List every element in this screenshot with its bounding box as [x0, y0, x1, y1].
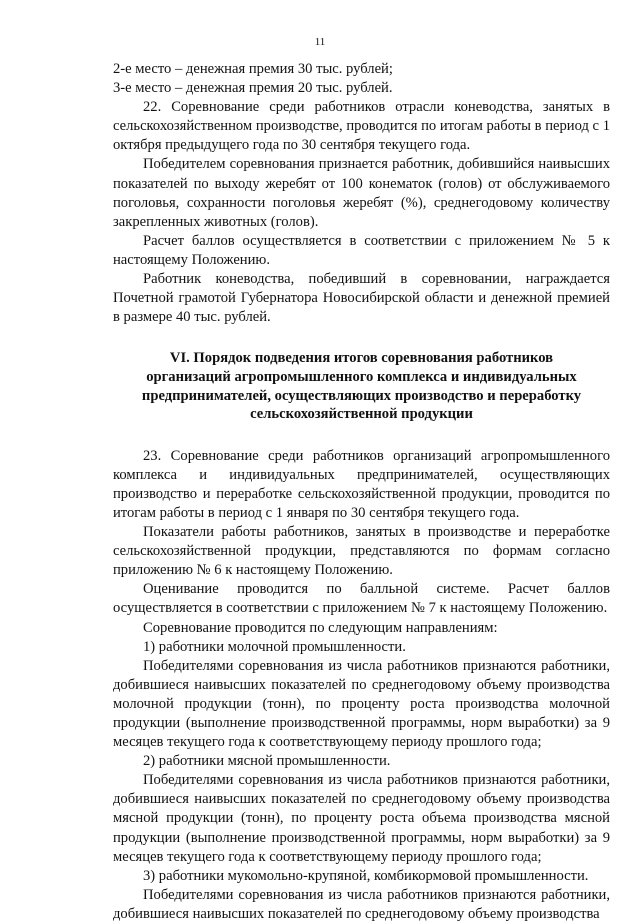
heading-line: предпринимателей, осуществляющих производство и переработку — [141, 387, 582, 404]
list-item: 1) работники молочной промышленности. — [143, 638, 406, 655]
document-body — [113, 60, 610, 924]
paragraph: Победителями соревнования из числа работников признаются работники, добившиеся наивысших показателей по среднегодовому объему производства молочной продукции (тонн), по проценту роста производства молочной продукции (выполнение производственной программы, норм выработки) за 9 месяцев текущего года к соответствующему периоду прошлого года; — [113, 657, 610, 751]
heading-line: сельскохозяйственной продукции — [250, 406, 473, 423]
paragraph: Показатели работы работников, занятых в производстве и переработке сельскохозяйственной продукции, представляются по формам согласно приложению № 6 к настоящему Положению. — [113, 524, 610, 579]
list-item: 3) работники мукомольно-крупяной, комбикормовой промышленности. — [143, 867, 589, 884]
paragraph: Победителями соревнования из числа работников признаются работники, добившиеся наивысших показателей по среднегодовому объему производства мясной продукции (тонн), по проценту роста объема производства мясной продукции (выполнение производственной программы, норм выработки) за 9 месяцев текущего года к соответствующему периоду прошлого года; — [113, 772, 610, 865]
paragraph: Расчет баллов осуществляется в соответствии с приложением № 5 к настоящему Положению. — [113, 232, 610, 268]
heading-line: VI. Порядок подведения итогов соревнования работников — [169, 350, 554, 367]
paragraph: 23. Соревнование среди работников организаций агропромышленного комплекса и индивидуальных предпринимателей, осуществляющих производство и переработке сельскохозяйственной продукции, проводится по итогам работы в период с 1 января по 30 сентября текущего года. — [113, 447, 610, 521]
paragraph: 3-е место – денежная премия 20 тыс. рублей. — [113, 80, 393, 97]
page-number: 11 — [314, 36, 326, 48]
paragraph: 22. Соревнование среди работников отрасли коневодства, занятых в сельскохозяйственном производстве, проводится по итогам работы в период с 1 октября предыдущего года по 30 сентября текущего года. — [113, 99, 610, 154]
paragraph: Победителем соревнования признается работник, добившийся наивысших показателей по выходу жеребят от 100 конематок (голов) от обслуживаемого поголовья, сохранности поголовья жеребят (%), среднегодовому количеству закрепленных животных (голов). — [113, 156, 610, 230]
list-item: 2) работники мясной промышленности. — [143, 753, 391, 770]
paragraph: Работник коневодства, победивший в соревновании, награждается Почетной грамотой Губернатора Новосибирской области и денежной премией в размере 40 тыс. рублей. — [113, 271, 610, 326]
paragraph: Соревнование проводится по следующим направлениям: — [143, 619, 498, 636]
paragraph: 2-е место – денежная премия 30 тыс. рублей; — [113, 61, 393, 77]
paragraph: Оценивание проводится по балльной системе. Расчет баллов осуществляется в соответствии с приложением № 7 к настоящему Положению. — [113, 581, 610, 617]
paragraph: Победителями соревнования из числа работников признаются работники, добившиеся наивысших показателей по среднегодовому объему производства — [113, 886, 610, 922]
section-heading — [113, 349, 610, 423]
heading-line: организаций агропромышленного комплекса и индивидуальных — [146, 368, 577, 385]
